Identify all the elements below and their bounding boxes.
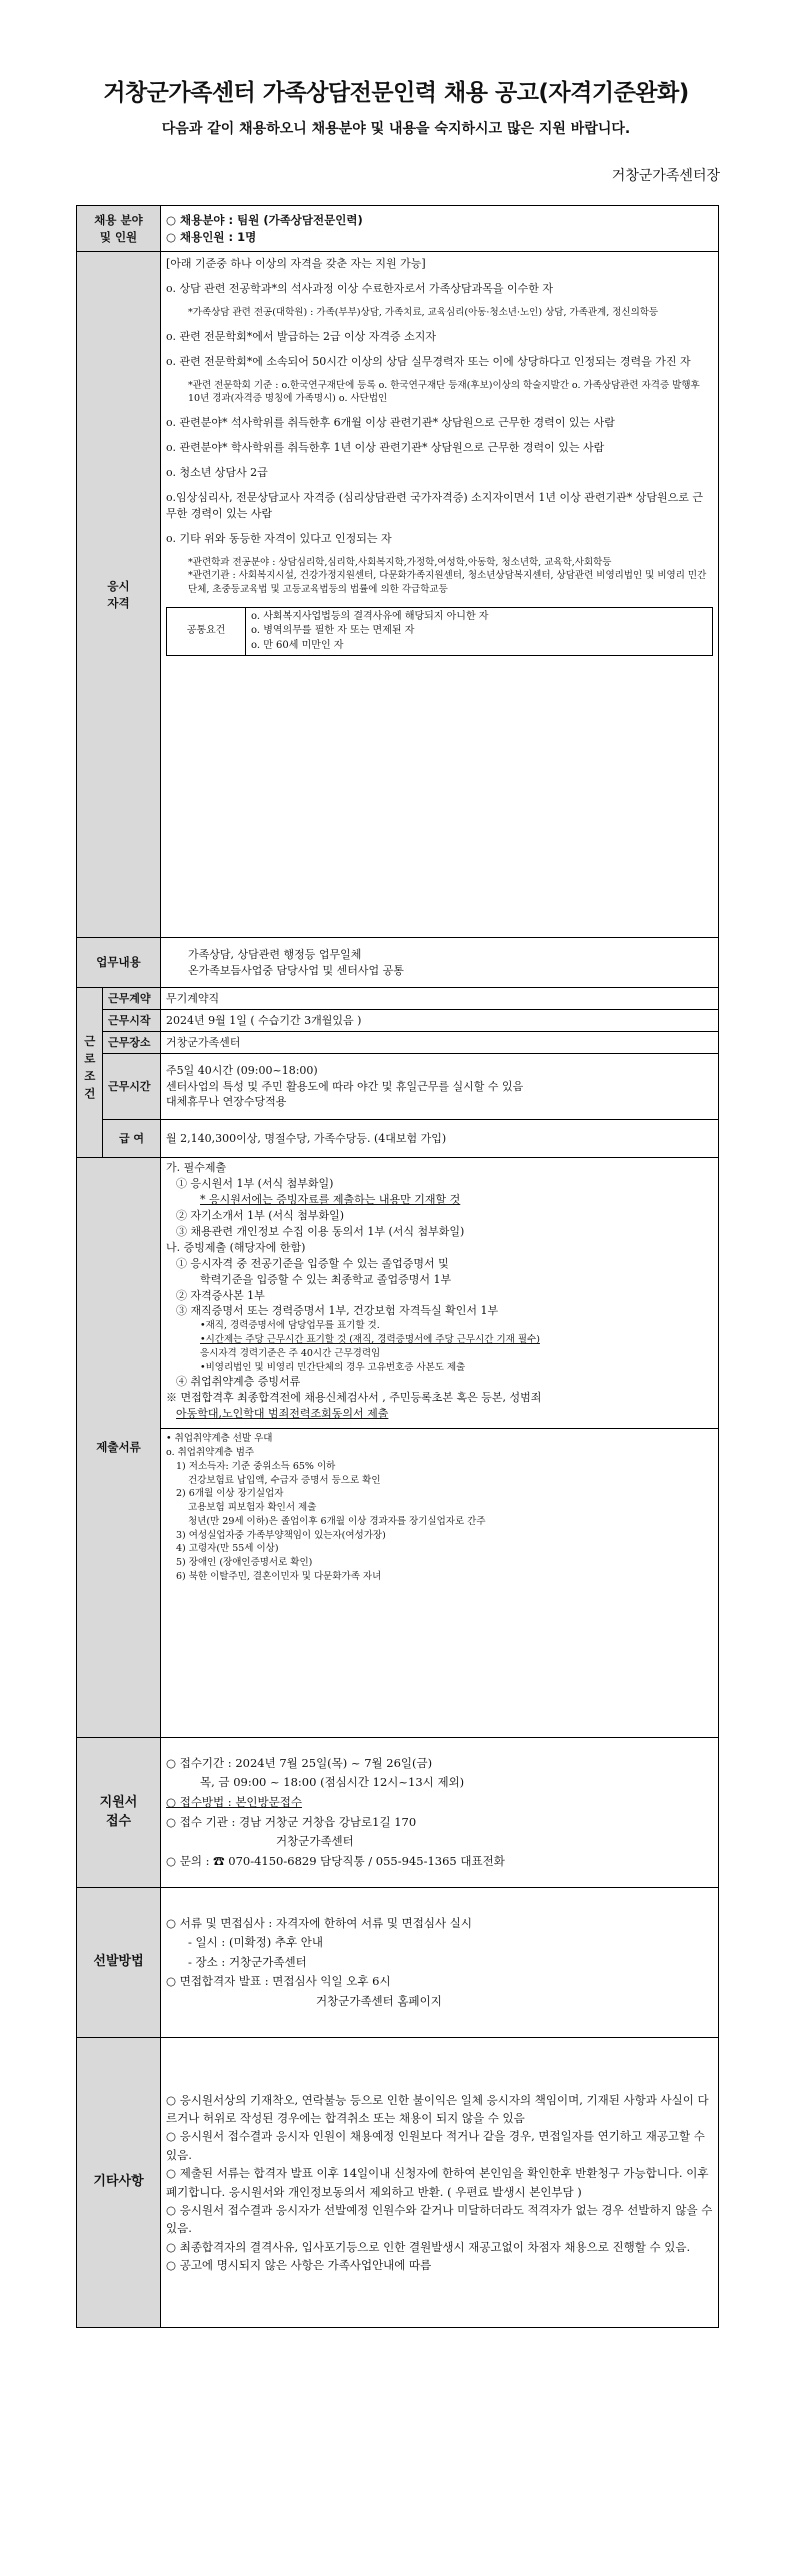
vuln-line: 건강보험료 납입액, 수급자 증명서 등으로 확인 [188,1474,381,1486]
work-head-label: 근로조건 [82,1035,97,1106]
select-line: - 일시 : (미확정) 추후 안내 [188,1935,324,1950]
apply-line: 목, 금 09:00 ~ 18:00 (점심시간 12시~13시 제외) [200,1775,465,1790]
docs-line: ② 자기소개서 1부 (서식 첨부화일) [176,1208,345,1222]
docs-line: 아동학대,노인학대 범죄전력조회동의서 제출 [176,1407,389,1421]
vuln-line: • 취업취약계층 선발 우대 [166,1433,273,1445]
select-line: ○ 면접합격자 발표 : 면접심사 익일 오후 6시 [166,1974,391,1989]
select-line: ○ 서류 및 면접심사 : 자격자에 한하여 서류 및 면접심사 실시 [166,1915,472,1930]
apply-line: 거창군가족센터 [276,1834,354,1849]
other-line: ○ 제출된 서류는 합격자 발표 이후 14일이내 신청자에 한하여 본인임을 확인한후 반환청구 가능합니다. 이후 폐기합니다. 응시원서와 개인정보동의서 제외하고 반환. ( 우편료 발생시 본인부담 ) [166,2166,709,2199]
work-value: 월 2,140,300이상, 명절수당, 가족수당등. (4대보험 가입) [161,1120,719,1158]
qual-line: *관련학과 전공분야 : 상담심리학,심리학,사회복지학,가정학,여성학,아동학, 청소년학, 교육학,사회학등 [188,556,612,568]
vuln-line: 청년(만 29세 이하)은 졸업이후 6개월 이상 경과자를 장기실업자로 간주 [188,1515,486,1527]
work-value: 주5일 40시간 (09:00~18:00) 센터사업의 특성 및 주민 활용도에 따라 야간 및 휴일근무를 실시할 수 있음 대체휴무나 연장수당적용 [161,1054,719,1120]
vulnerable-box [161,1428,718,1586]
qual-line: [아래 기준중 하나 이상의 자격을 갖춘 자는 지원 가능] [166,257,426,270]
other-line: ○ 응시원서상의 기재착오, 연락불능 등으로 인한 불이익은 일체 응시자의 책임이며, 기재된 사항과 사실이 다르거나 허위로 작성된 경우에는 합격취소 또는 채용이 되지 않을 수 있음 [166,2092,709,2125]
other-head: 기타사항 [77,2038,161,2328]
common-req-item: o. 만 60세 미만인 자 [251,639,344,651]
docs-line: ③ 재직증명서 또는 경력증명서 1부, 건강보험 자격득실 확인서 1부 [176,1304,499,1318]
docs-line: ③ 채용관련 개인정보 수집 이용 동의서 1부 (서식 첨부화일) [176,1224,465,1238]
other-line: ○ 응시원서 접수결과 응시자가 선발예정 인원수와 같거나 미달하더라도 적격자가 없는 경우 선발하지 않을 수 있음. [166,2202,713,2236]
docs-line: ① 응시원서 1부 (서식 첨부화일) [176,1176,334,1190]
vuln-line: 2) 6개월 이상 장기실업자 [176,1488,284,1500]
qual-head: 응시 자격 [77,252,161,938]
work-label: 근무계약 [103,988,161,1010]
apply-contact: ○ 문의 : ☎ 070-4150-6829 담당직통 / 055-945-1365 대표전화 [166,1853,505,1868]
recruit-head: 채용 분야 및 인원 [77,206,161,252]
recruit-field: ○ 채용분야 : 팀원 (가족상담전문인력) [166,212,363,227]
page-subtitle: 다음과 같이 채용하오니 채용분야 및 내용을 숙지하시고 많은 지원 바랍니다. [161,121,631,137]
recruit-count: ○ 채용인원 : 1명 [166,229,257,244]
work-label: 근무장소 [103,1032,161,1054]
common-requirements [166,607,713,657]
work-label: 급 여 [103,1120,161,1158]
apply-head: 지원서 접수 [77,1738,161,1888]
qual-line: o. 청소년 상담사 2급 [166,465,268,479]
docs-line: 가. 필수제출 [166,1161,227,1174]
vuln-line: o. 취업취약계층 범주 [166,1447,255,1459]
apply-line: ○ 접수기간 : 2024년 7월 25일(목) ~ 7월 26일(금) [166,1755,433,1770]
duty-line: 온가족보듬사업중 담당사업 및 센터사업 공통 [188,963,404,977]
docs-line: ① 응시자격 중 전공기준을 입증할 수 있는 졸업증명서 및 [176,1256,449,1270]
qual-line: o. 관련분야* 석사학위를 취득한후 6개월 이상 관련기관* 상담원으로 근무한 경력이 있는 사람 [166,416,615,430]
work-value: 무기계약직 [161,988,719,1010]
select-line: 거창군가족센터 홈페이지 [316,1993,442,2008]
duty-line: 가족상담, 상담관련 행정등 업무일체 [188,947,362,961]
vuln-line: 고용보험 피보험자 확인서 제출 [188,1502,317,1514]
work-label: 근무시작 [103,1010,161,1032]
docs-line: * 응시원서에는 증빙자료를 제출하는 내용만 기재할 것 [200,1192,461,1206]
qual-line: o. 기타 위와 동등한 자격이 있다고 인정되는 자 [166,531,392,545]
vuln-line: 3) 여성실업자중 가족부양책임이 있는자(여성가장) [176,1529,386,1541]
qual-line: o. 관련 전문학회*에 소속되어 50시간 이상의 상담 실무경력자 또는 이에 상당하다고 인정되는 경력을 가진 자 [166,354,691,368]
duty-head: 업무내용 [77,938,161,988]
work-label: 근무시간 [103,1054,161,1120]
qual-line: *관련 전문학회 기준 : o.한국연구재단에 등록 o. 한국연구재단 등재(후보)이상의 학술지발간 o. 가족상담관련 자격증 발행후 10년 경과(자격증 명칭에 가족명시) o. 사단법인 [188,379,700,405]
docs-head: 제출서류 [77,1158,161,1738]
recruitment-table [76,205,719,2328]
common-req-item: o. 사회복지사업법등의 결격사유에 해당되지 아니한 자 [251,610,489,622]
apply-method: ○ 접수방법 : 본인방문접수 [166,1794,302,1809]
select-head: 선발방법 [77,1888,161,2038]
docs-line: •재직, 경력증명서에 담당업무를 표기할 것. [200,1320,380,1332]
other-line: ○ 공고에 명시되지 않은 사항은 가족사업안내에 따름 [166,2258,432,2273]
work-value: 거창군가족센터 [161,1032,719,1054]
work-value: 2024년 9월 1일 ( 수습기간 3개월있음 ) [161,1010,719,1032]
vuln-line: 4) 고령자(만 55세 이상) [176,1543,279,1555]
common-req-item: o. 병역의무를 필한 자 또는 면제된 자 [251,625,415,637]
qual-line: o.임상심리사, 전문상담교사 자격증 (심리상담관련 국가자격증) 소지자이면서 1년 이상 관련기관* 상담원으로 근무한 경력이 있는 사람 [166,490,704,520]
docs-line: 나. 증빙제출 (해당자에 한함) [166,1240,306,1254]
qual-line: o. 상담 관련 전공학과*의 석사과정 이상 수료한자로서 가족상담과목을 이수한 자 [166,281,553,295]
qual-list [166,256,713,597]
docs-line: ※ 면접합격후 최종합격전에 채용신체검사서 , 주민등록초본 혹은 등본, 성범죄 [166,1391,542,1405]
docs-line: ② 자격증사본 1부 [176,1288,265,1302]
qual-line: o. 관련분야* 학사학위를 취득한후 1년 이상 관련기관* 상담원으로 근무한 경력이 있는 사람 [166,440,605,454]
qual-line: o. 관련 전문학회*에서 발급하는 2급 이상 자격증 소지자 [166,329,437,343]
other-line: ○ 최종합격자의 결격사유, 입사포기등으로 인한 결원발생시 재공고없이 차점자 채용으로 진행할 수 있음. [166,2239,691,2254]
issuer-name: 거창군가족센터장 [611,168,720,184]
vuln-line: 1) 저소득자: 기준 중위소득 65% 이하 [176,1460,336,1472]
apply-line: ○ 접수 기관 : 경남 거창군 거창읍 강남로1길 170 [166,1814,417,1829]
docs-line: ④ 취업취약계층 증빙서류 [176,1375,301,1389]
qual-line: *가족상담 관련 전공(대학원) : 가족(부부)상담, 가족치료, 교육심리(아동·청소년·노인) 상담, 가족관계, 정신의학등 [188,306,659,318]
qual-line: *관련기관 : 사회복지시설, 건강가정지원센터, 다문화가족지원센터, 청소년상담복지센터, 상담관련 비영리법인 및 비영리 민간단체, 초중등교육법 및 고등교육법등의 법률에 의한 각급학교등 [188,570,707,596]
docs-line: •비영리법인 및 비영리 민간단체의 경우 고유번호증 사본도 제출 [200,1361,466,1373]
docs-line: 학력기준을 입증할 수 있는 최종학교 졸업증명서 1부 [200,1272,452,1286]
docs-line: •시간제는 주당 근무시간 표기할 것 (재직, 경력증명서에 주당 근무시간 기재 필수) [200,1334,540,1346]
common-req-head: 공통요건 [167,607,246,656]
other-line: ○ 응시원서 접수결과 응시자 인원이 채용예정 인원보다 적거나 같을 경우, 면접일자를 연기하고 재공고할 수 있음. [166,2129,705,2162]
vuln-line: 6) 북한 이탈주민, 결혼이민자 및 다문화가족 자녀 [176,1570,382,1582]
vuln-line: 5) 장애인 (장애인증명서로 확인) [176,1557,313,1569]
docs-line: 응시자격 경력기준은 주 40시간 근무경력임 [200,1347,381,1359]
select-line: - 장소 : 거창군가족센터 [188,1954,307,1969]
work-head [77,988,103,1158]
docs-list [161,1158,718,1428]
page-title: 거창군가족센터 가족상담전문인력 채용 공고(자격기준완화) [103,80,689,106]
